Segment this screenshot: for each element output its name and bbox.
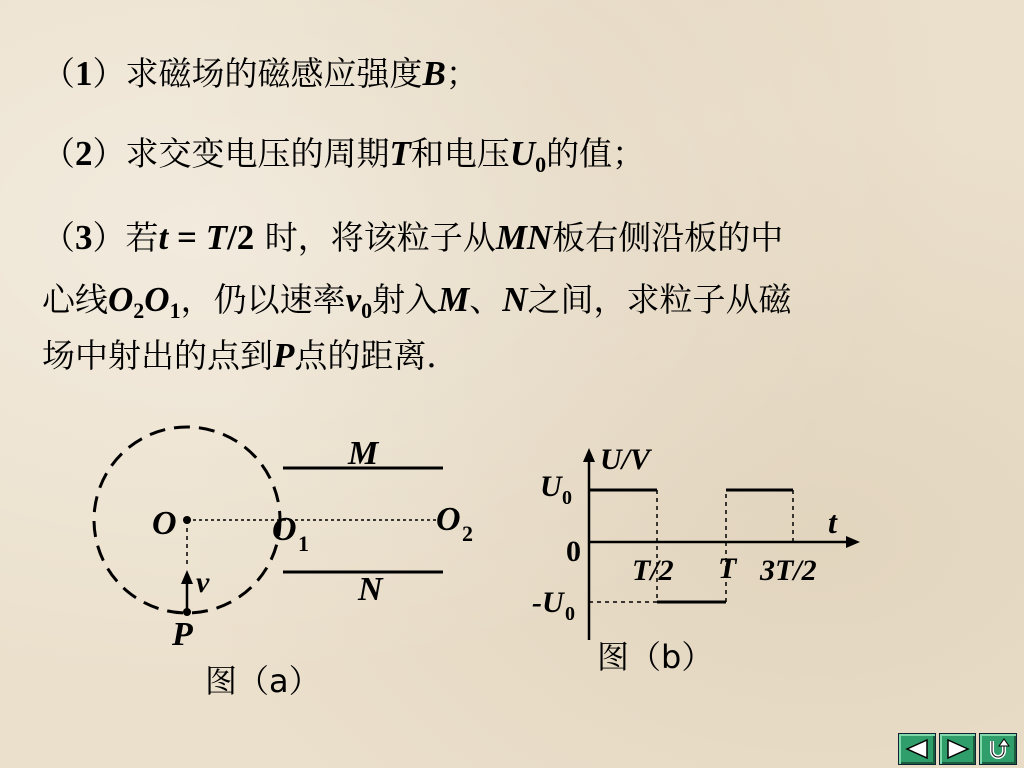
label-v: v [196, 566, 210, 599]
nav-bar [898, 733, 1020, 765]
question-2: （2）求交变电压的周期T和电压$U_0$的值； [42, 134, 646, 177]
x-tick-t: T [718, 552, 737, 585]
x-axis-arrowhead [846, 536, 860, 548]
x-axis-label: t [828, 504, 837, 540]
y-axis-label: U/V [600, 443, 651, 476]
next-icon [945, 738, 971, 760]
question-1: （1）求磁场的磁感应强度B； [42, 54, 479, 93]
origin-label: 0 [566, 535, 581, 568]
return-icon [985, 737, 1011, 761]
y-tick-u0: U [540, 470, 562, 503]
label-n: N [358, 571, 383, 608]
x-tick-half: T/2 [632, 554, 674, 587]
label-o2: O [436, 501, 461, 538]
question-3-line-3: 场中射出的点到P点的距离． [42, 336, 460, 375]
label-o2-sub: 2 [462, 521, 473, 546]
return-button[interactable] [979, 733, 1017, 765]
caption-a: 图（a） [205, 662, 321, 700]
y-tick-neg-u0-sub: 0 [565, 603, 575, 625]
y-tick-u0-sub: 0 [562, 487, 572, 509]
question-3-line-2: 心线$O_2O_1$，仍以速率$v_0$射入M、N之间，求粒子从磁 [42, 280, 792, 323]
label-p: P [172, 616, 193, 653]
caption-b: 图（b） [597, 638, 714, 676]
label-m: M [348, 435, 379, 472]
x-tick-3half: 3T/2 [760, 554, 817, 587]
label-o1: O [272, 511, 297, 548]
next-button[interactable] [939, 733, 977, 765]
prev-button[interactable] [898, 733, 936, 765]
question-3-line-1: （3）若t = T/2 时，将该粒子从MN板右侧沿板的中 [42, 218, 784, 257]
y-axis-arrowhead [583, 448, 595, 462]
label-o: O [152, 505, 177, 542]
y-tick-neg-u0: -U [532, 586, 564, 619]
label-o1-sub: 1 [298, 531, 309, 556]
prev-icon [904, 738, 930, 760]
